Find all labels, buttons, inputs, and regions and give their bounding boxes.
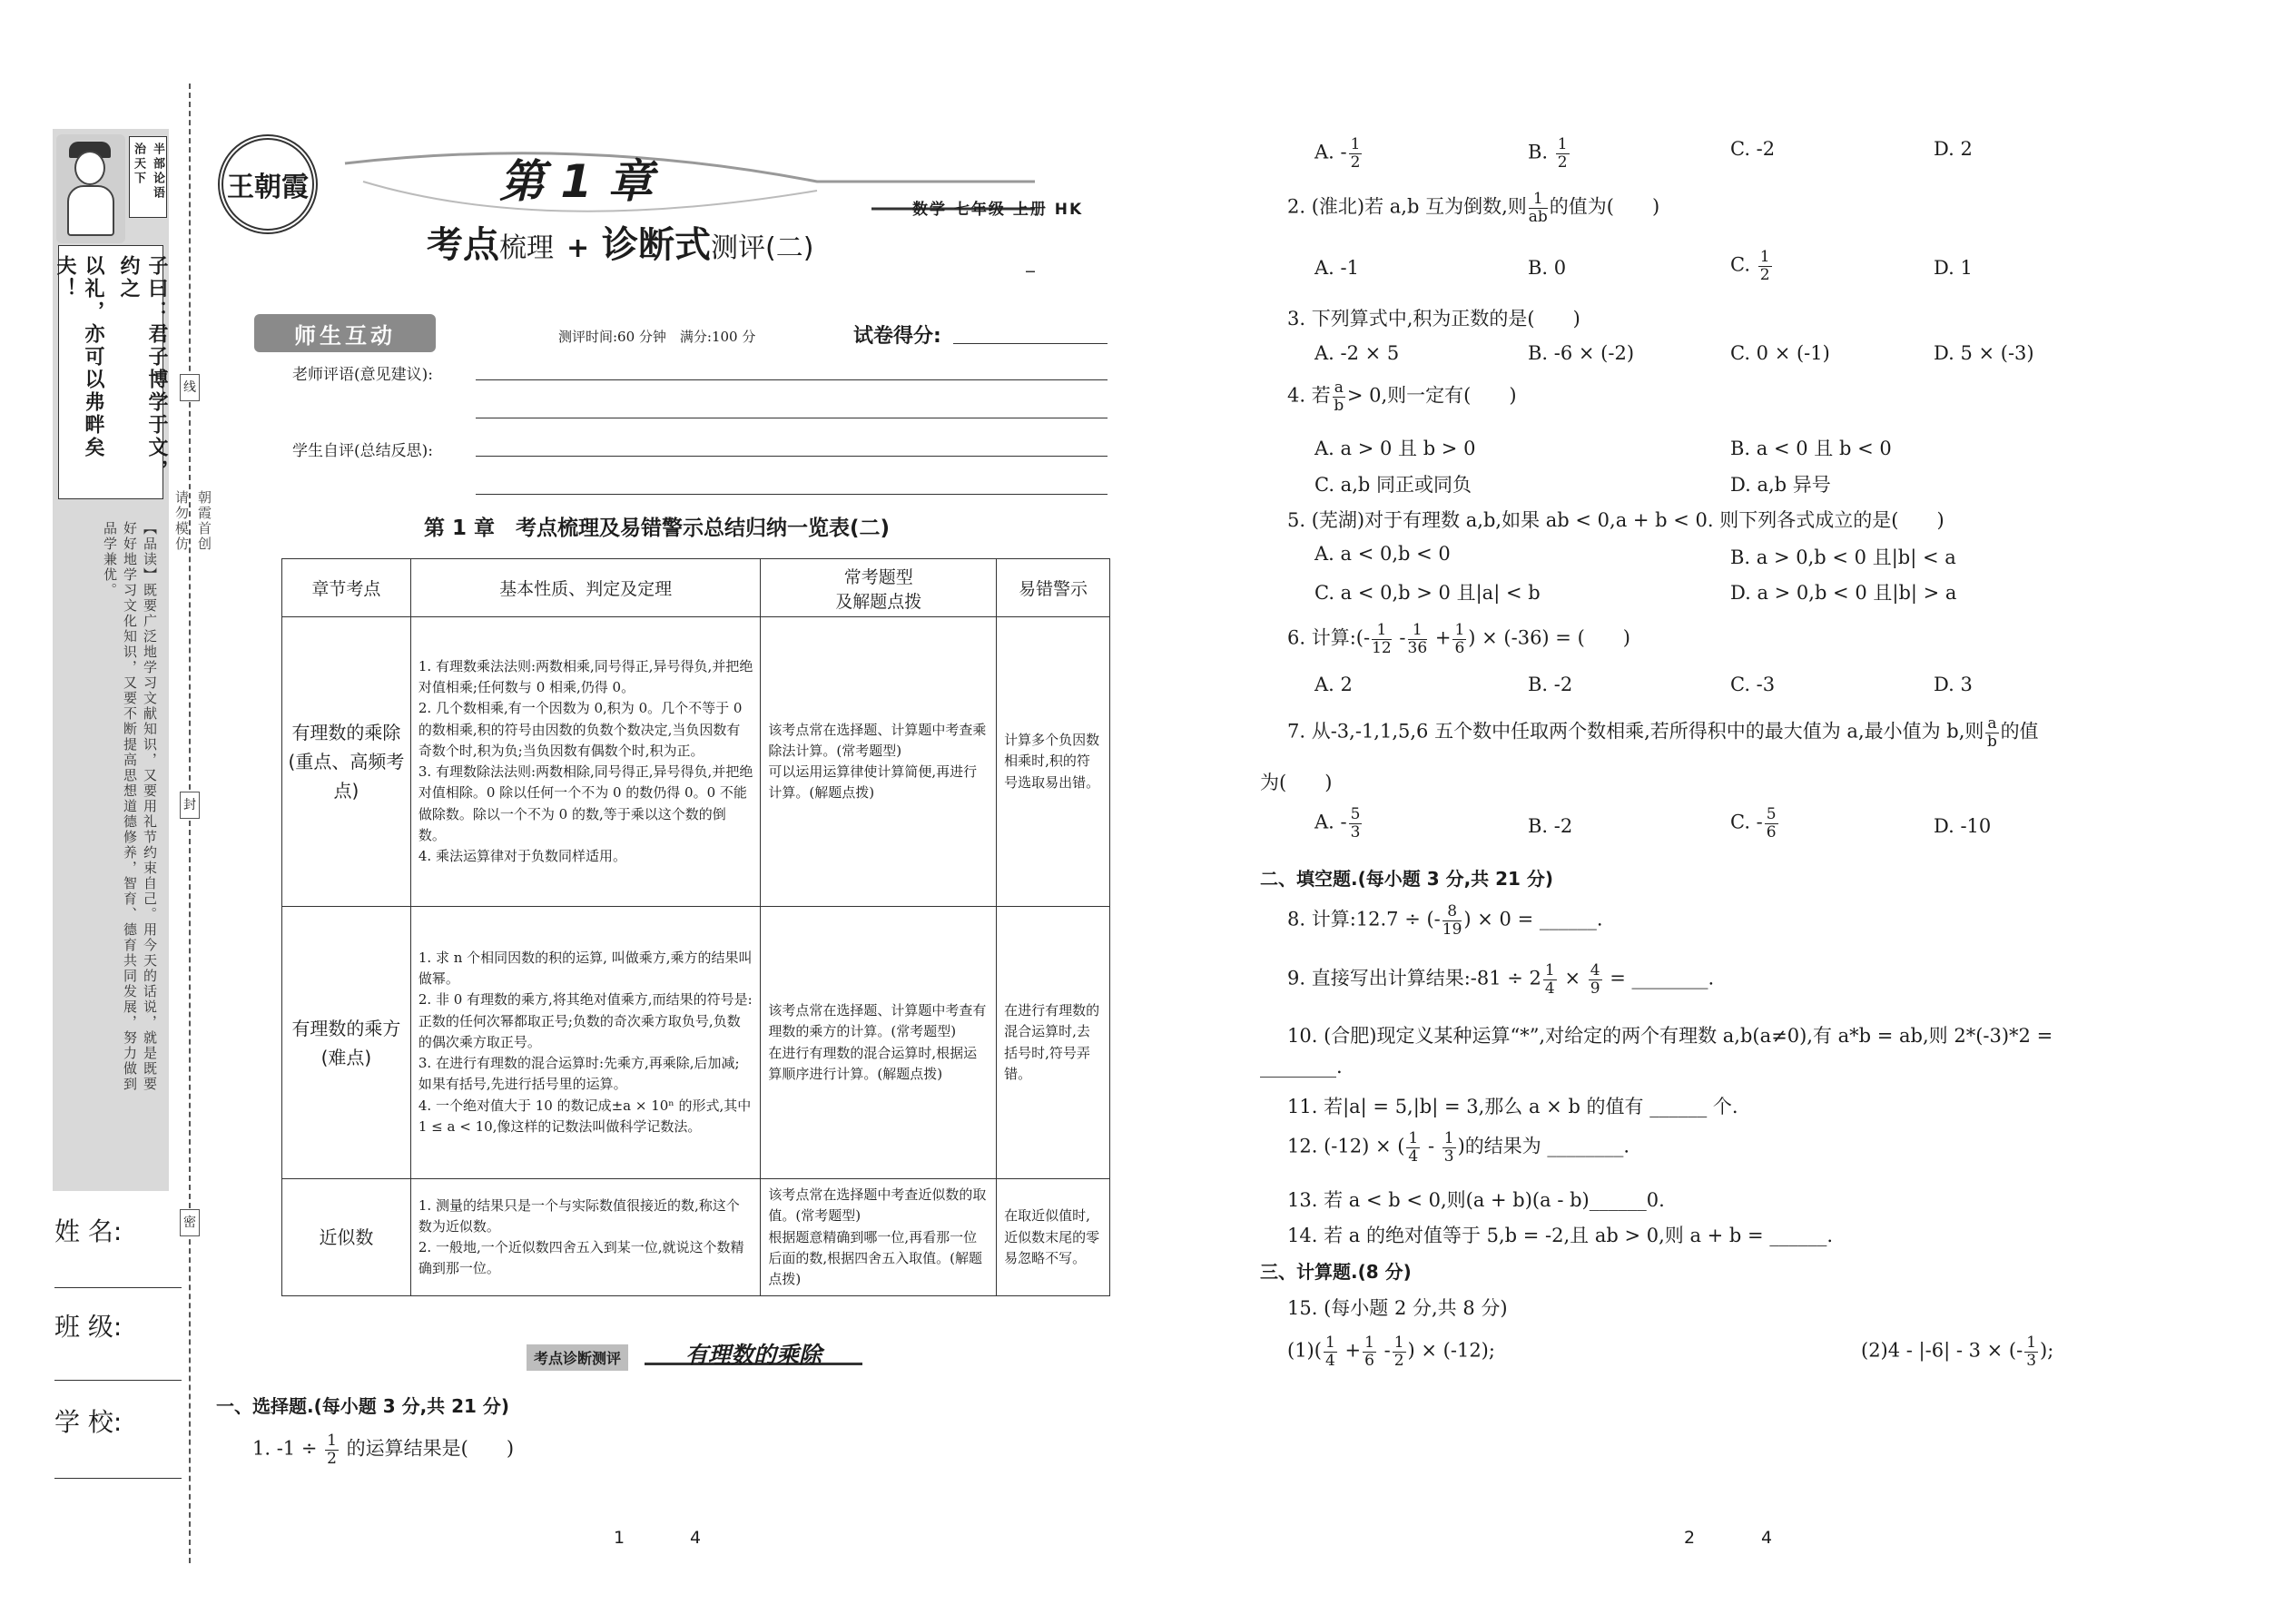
teacher-comment-label: 老师评语(意见建议): <box>292 366 433 384</box>
title-part: + <box>566 232 590 264</box>
cut-mark: 密 <box>180 1209 200 1236</box>
q1-option-b[interactable]: B. $\frac{1}{2}$ <box>1528 135 1568 172</box>
question-10: 10. (合肥)现定义某种运算“*”,对给定的两个有理数 a,b(a≠0),有 a*b = ab,则 2*(-3)*2 = <box>1287 1025 2053 1047</box>
rules-cell: 1. 有理数乘法法则:两数相乘,同号得正,异号得负,并把绝对值相乘;任何数与 0 相乘,仍得 0。 2. 几个数相乘,有一个因数为 0,积为 0。几个不等于 0 的数相乘,积的符号由因数的负数个数决定,当负因数有奇数个时,积为负;当负因数有偶数个时,积为正。 3. 有理数除法法则:两数相除,同号得正,异号得负,并把绝对值相除。0 除以任何一个不为 0 的数仍得 0。0 不能做除数。除以一个不为 0 的数,等于乘以这个数的倒数。 4. 乘法运算律对于负数同样适用。 <box>410 617 761 907</box>
section-heading-calc: 三、计算题.(8 分) <box>1260 1261 1412 1283</box>
school-label: 学 校: <box>54 1407 123 1437</box>
question-7-cont: 为( ) <box>1260 772 1333 793</box>
topic-cell: 近似数 <box>282 1179 411 1296</box>
topic-cell: 有理数的乘除(重点、高频考点) <box>282 617 411 907</box>
page-number: 4 <box>690 1528 702 1548</box>
cut-mark: 线 <box>180 374 200 401</box>
summary-table <box>281 558 1110 1296</box>
tips-cell: 该考点常在选择题、计算题中考查乘除法计算。(常考题型) 可以运用运算律使计算简便,再进行计算。(解题点拨) <box>761 617 997 907</box>
class-label: 班 级: <box>54 1312 123 1342</box>
page-number: 2 <box>1684 1528 1696 1548</box>
section-banner-title: 有理数的乘除 <box>685 1342 822 1368</box>
quote-box <box>54 245 168 499</box>
q3-option-b[interactable]: B. -6 × (-2) <box>1528 342 1635 364</box>
student-comment-label: 学生自评(总结反思): <box>292 442 433 460</box>
q5-option-d[interactable]: D. a > 0,b < 0 且|b| > a <box>1730 582 1957 604</box>
question-3: 3. 下列算式中,积为正数的是( ) <box>1287 308 1580 330</box>
question-11: 11. 若|a| = 5,|b| = 3,那么 a × b 的值有 ______ 个. <box>1287 1096 1738 1117</box>
motto-col-1: 半部论语 <box>151 143 164 201</box>
section-banner <box>517 1337 871 1377</box>
tips-cell: 该考点常在选择题、计算题中考查有理数的乘方的计算。(常考题型) 在进行有理数的混合运算时,根据运算顺序进行计算。(解题点拨) <box>761 907 997 1179</box>
q2-option-d[interactable]: D. 1 <box>1934 257 1973 279</box>
table-row <box>282 1179 1110 1296</box>
q2-option-c[interactable]: C. $\frac{1}{2}$ <box>1730 248 1770 284</box>
question-15-2: (2)4 - |-6| - 3 × (- $\frac{1}{3}$ ); <box>1861 1334 2054 1370</box>
page-number: 4 <box>1761 1528 1773 1548</box>
q3-option-d[interactable]: D. 5 × (-3) <box>1934 342 2034 364</box>
question-14: 14. 若 a 的绝对值等于 5,b = -2,且 ab > 0,则 a + b = ______. <box>1287 1225 1834 1246</box>
cut-mark: 封 <box>180 792 200 819</box>
interaction-label: 师生互动 <box>254 314 436 352</box>
score-field[interactable] <box>953 343 1108 344</box>
motto-col-2: 治天下 <box>132 143 145 186</box>
q-text: 1. -1 ÷ <box>252 1437 318 1460</box>
table-title: 第 1 章 考点梳理及易错警示总结归纳一览表(二) <box>424 517 891 540</box>
teacher-comment-field[interactable] <box>476 379 1108 380</box>
rules-cell: 1. 测量的结果只是一个与实际数值很接近的数,称这个数为近似数。 2. 一般地,一个近似数四舍五入到某一位,就说这个数精确到那一位。 <box>410 1179 761 1296</box>
student-comment-field[interactable] <box>476 456 1108 457</box>
q4-option-d[interactable]: D. a,b 异号 <box>1730 474 1831 496</box>
subject-tag: 数学 七年级 上册 HK <box>912 201 1084 219</box>
question-13: 13. 若 a < b < 0,则(a + b)(a - b)______0. <box>1287 1189 1665 1211</box>
q5-option-c[interactable]: C. a < 0,b > 0 且|a| < b <box>1314 582 1541 604</box>
q-text: 的运算结果是( ) <box>346 1437 515 1460</box>
class-field[interactable] <box>54 1380 182 1381</box>
name-label: 姓 名: <box>54 1216 123 1246</box>
fold-line <box>189 84 191 1563</box>
tips-cell: 该考点常在选择题中考查近似数的取值。(常考题型) 根据题意精确到哪一位,再看那一位后面的数,根据四舍五入取值。(解题点拨) <box>761 1179 997 1296</box>
warning-cell: 在取近似值时,近似数末尾的零易忽略不写。 <box>997 1179 1110 1296</box>
question-9: 9. 直接写出计算结果:-81 ÷ 2 $\frac{1}{4}$ × $\frac{4}{9}$ = ________. <box>1287 961 1715 998</box>
question-6: 6. 计算:(- $\frac{1}{12}$ - $\frac{1}{36}$ + $\frac{1}{6}$ ) × (-36) = ( ) <box>1287 621 1630 657</box>
q4-option-a[interactable]: A. a > 0 且 b > 0 <box>1314 438 1476 459</box>
q7-option-b[interactable]: B. -2 <box>1528 815 1573 837</box>
q7-option-d[interactable]: D. -10 <box>1934 815 1992 837</box>
title-part: 诊断式 <box>602 224 712 266</box>
question-5: 5. (芜湖)对于有理数 a,b,如果 ab < 0,a + b < 0. 则下列各式成立的是( ) <box>1287 509 1944 531</box>
warning-cell: 计算多个负因数相乘时,积的符号选取易出错。 <box>997 617 1110 907</box>
name-field[interactable] <box>54 1287 182 1288</box>
commentary-col: 【品读】既要广泛地学习文献知识，又要用礼节约束自己。用今天的话说，就是既要 <box>142 521 158 1092</box>
question-7: 7. 从-3,-1,1,5,6 五个数中任取两个数相乘,若所得积中的最大值为 a,最小值为 b,则 $\frac{a}{b}$ 的值 <box>1287 714 2039 751</box>
question-1 <box>252 1432 514 1467</box>
question-8: 8. 计算:12.7 ÷ (- $\frac{8}{19}$ ) × 0 = ______. <box>1287 902 1603 939</box>
quote-commentary <box>64 521 158 1166</box>
q4-option-b[interactable]: B. a < 0 且 b < 0 <box>1730 438 1892 459</box>
question-12: 12. (-12) × ( $\frac{1}{4}$ - $\frac{1}{3}$ )的结果为 ________. <box>1287 1129 1630 1166</box>
question-4: 4. 若 $\frac{a}{b}$ > 0,则一定有( ) <box>1287 379 1517 415</box>
fold-note-col: 请勿模仿 <box>173 490 190 552</box>
q2-option-a[interactable]: A. -1 <box>1314 257 1359 279</box>
commentary-col: 好好地学习文化知识，又要不断提高思想道德修养，智育、德育共同发展，努力做到 <box>122 521 138 1092</box>
student-comment-field[interactable] <box>476 494 1108 495</box>
topic-cell: 有理数的乘方(难点) <box>282 907 411 1179</box>
quote-line-2: 以礼，亦可以弗畔矣夫！ <box>54 255 104 459</box>
table-header-cell: 易错警示 <box>997 559 1110 617</box>
title-part: 考点 <box>427 224 499 266</box>
motto-badge <box>129 136 167 218</box>
fold-note-col: 朝霞首创 <box>196 490 212 552</box>
chapter-title: 第 1 章 <box>499 155 654 208</box>
warning-cell: 在进行有理数的混合运算时,去括号时,符号弄错。 <box>997 907 1110 1179</box>
rules-cell: 1. 求 n 个相同因数的积的运算, 叫做乘方,乘方的结果叫做幂。 2. 非 0 有理数的乘方,将其绝对值乘方,而结果的符号是:正数的任何次幂都取正号;负数的奇次乘方取负号,负数的偶次乘方取正号。 3. 在进行有理数的混合运算时:先乘方,再乘除,后加减;如果有括号,先进行括号里的运算。 4. 一个绝对值大于 10 的数记成±a × 10ⁿ 的形式,其中 1 ≤ a < 10,像这样的记数法叫做科学记数法。 <box>410 907 761 1179</box>
question-10-answer[interactable]: ________. <box>1260 1056 1343 1078</box>
page-title <box>427 216 813 268</box>
q5-option-b[interactable]: B. a > 0,b < 0 且|b| < a <box>1730 546 1956 568</box>
table-header-cell: 章节考点 <box>282 559 411 617</box>
table-row <box>282 617 1110 907</box>
fraction: $\frac{1}{2}$ <box>327 1432 337 1468</box>
q1-option-d[interactable]: D. 2 <box>1934 138 1973 160</box>
q4-option-c[interactable]: C. a,b 同正或同负 <box>1314 474 1472 496</box>
q7-option-c[interactable]: C. - $\frac{5}{6}$ <box>1730 805 1777 842</box>
question-15: 15. (每小题 2 分,共 8 分) <box>1287 1297 1508 1319</box>
q6-option-a[interactable]: A. 2 <box>1314 674 1353 695</box>
title-part: 测评(二) <box>711 232 814 264</box>
question-2: 2. (淮北)若 a,b 互为倒数,则 $\frac{1}{ab}$ 的值为( ) <box>1287 190 1660 226</box>
q3-option-c[interactable]: C. 0 × (-1) <box>1730 342 1830 364</box>
section-heading-choice: 一、选择题.(每小题 3 分,共 21 分) <box>216 1395 510 1417</box>
q2-option-b[interactable]: B. 0 <box>1528 257 1567 279</box>
commentary-col: 品学兼优。 <box>102 521 118 598</box>
q5-option-a[interactable]: A. a < 0,b < 0 <box>1314 543 1451 565</box>
table-header-row <box>282 559 1110 617</box>
q6-option-b[interactable]: B. -2 <box>1528 674 1573 695</box>
q1-option-c[interactable]: C. -2 <box>1730 138 1776 160</box>
school-field[interactable] <box>54 1478 182 1479</box>
quote-line-1: 子曰：君子博学于文，约之 <box>117 255 168 482</box>
table-header-cell: 基本性质、判定及定理 <box>410 559 761 617</box>
table-row <box>282 907 1110 1179</box>
exam-info: 测评时间:60 分钟 满分:100 分 <box>558 329 756 345</box>
page-number: 1 <box>614 1528 625 1548</box>
section-banner-label: 考点诊断测评 <box>527 1344 628 1371</box>
q6-option-c[interactable]: C. -3 <box>1730 674 1776 695</box>
q3-option-a[interactable]: A. -2 × 5 <box>1314 342 1400 364</box>
q6-option-d[interactable]: D. 3 <box>1934 674 1973 695</box>
fold-note <box>172 490 214 552</box>
q1-option-a[interactable]: A. - $\frac{1}{2}$ <box>1314 135 1361 172</box>
score-label: 试卷得分: <box>853 325 941 348</box>
section-heading-fill: 二、填空题.(每小题 3 分,共 21 分) <box>1260 868 1554 890</box>
confucius-portrait-icon <box>56 134 125 243</box>
table-header-cell: 常考题型 及解题点拨 <box>761 559 997 617</box>
q7-option-a[interactable]: A. - $\frac{5}{3}$ <box>1314 805 1361 842</box>
title-part: 梳理 <box>499 232 554 264</box>
question-15-1: (1)( $\frac{1}{4}$ + $\frac{1}{6}$ - $\frac{1}{2}$ ) × (-12); <box>1287 1334 1495 1370</box>
brand-logo: 王朝霞 <box>218 134 318 234</box>
